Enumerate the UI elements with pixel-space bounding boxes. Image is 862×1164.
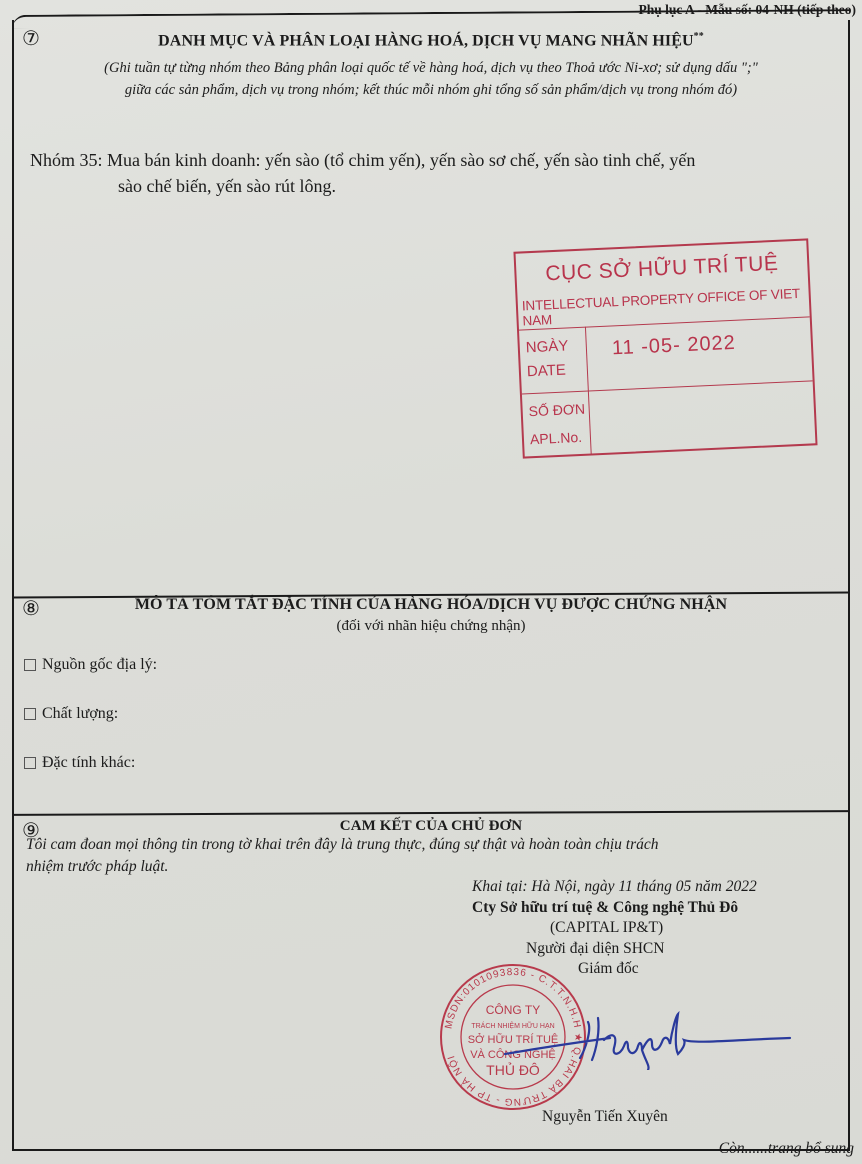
section-8-title: MÔ TẢ TÓM TẮT ĐẶC TÍNH CỦA HÀNG HÓA/DỊCH VỤ ĐƯỢC CHỨNG NHẬN	[134, 596, 728, 613]
stamp-subtitle: INTELLECTUAL PROPERTY OFFICE OF VIET NAM	[521, 285, 801, 329]
svg-text:THỦ ĐÔ: THỦ ĐÔ	[486, 1062, 540, 1078]
section-9-title: CAM KẾT CỦA CHỦ ĐƠN	[339, 818, 523, 834]
stamp-date-value: 11 -05- 2022	[611, 331, 737, 360]
commitment-line1: Tôi cam đoan mọi thông tin trong tờ khai trên đây là trung thực, đúng sự thật và hoàn toàn chịu trách	[26, 836, 659, 853]
checkbox-label: Nguồn gốc địa lý:	[42, 656, 158, 673]
company-name: Cty Sở hữu trí tuệ & Công nghệ Thủ Đô	[472, 899, 739, 916]
section-7-title	[12, 31, 850, 50]
position-title: Giám đốc	[578, 960, 639, 977]
checkbox-icon[interactable]	[24, 659, 36, 671]
commitment-line2: nhiệm trước pháp luật.	[26, 858, 169, 875]
stamp-title: CỤC SỞ HỮU TRÍ TUỆ	[544, 251, 779, 286]
section-7-title-text: DANH MỤC VÀ PHÂN LOẠI HÀNG HOÁ, DỊCH VỤ MANG NHÃN HIỆU	[158, 32, 694, 50]
goods-group-35	[30, 147, 845, 199]
company-short-name: (CAPITAL IP&T)	[550, 919, 664, 936]
stamp-date-label-vi: NGÀY	[525, 337, 569, 357]
signature-icon	[500, 1010, 800, 1070]
checkbox-quality[interactable]	[24, 705, 118, 723]
goods-group-line1: Nhóm 35: Mua bán kinh doanh: yến sào (tổ chim yến), yến sào sơ chế, yến sào tinh chế, yến	[30, 150, 696, 170]
ip-office-receipt-stamp	[513, 238, 817, 458]
section-7-title-mark: **	[693, 31, 704, 42]
stamp-apl-label-en: APL.No.	[529, 428, 583, 448]
checkbox-geographic-origin[interactable]	[24, 656, 157, 674]
checkbox-label: Đặc tính khác:	[42, 754, 136, 771]
stamp-apl-label-vi: SỐ ĐƠN	[528, 400, 586, 420]
section-number-9: ⑨	[22, 818, 40, 842]
checkbox-icon[interactable]	[24, 708, 36, 720]
svg-text:VÀ CÔNG NGHỆ: VÀ CÔNG NGHỆ	[470, 1049, 556, 1061]
section-number-7: ⑦	[22, 26, 40, 50]
representative-title: Người đại diện SHCN	[526, 940, 665, 957]
section-7-note-line1: (Ghi tuần tự từng nhóm theo Bảng phân loại quốc tế về hàng hoá, dịch vụ theo Thoả ước Ni-xơ; sử dụng dấu ";"	[104, 60, 758, 76]
continued-pages-note: Còn......trang bổ sung	[718, 1140, 854, 1157]
checkbox-icon[interactable]	[24, 757, 36, 769]
stamp-date-label-en: DATE	[526, 361, 567, 381]
checkbox-label: Chất lượng:	[42, 705, 119, 722]
svg-text:TRÁCH NHIỆM HỮU HẠN: TRÁCH NHIỆM HỮU HẠN	[471, 1023, 555, 1030]
svg-text:SỞ HỮU TRÍ TUỆ: SỞ HỮU TRÍ TUỆ	[467, 1034, 559, 1046]
section-number-8: ⑧	[22, 596, 40, 620]
place-date: Khai tại: Hà Nội, ngày 11 tháng 05 năm 2022	[472, 878, 757, 895]
goods-group-line2: sào chế biến, yến sào rút lông.	[118, 176, 336, 196]
section-8	[12, 596, 850, 802]
section-7-note-line2: giữa các sản phẩm, dịch vụ trong nhóm; kết thúc mỗi nhóm ghi tổng số sản phẩm/dịch vụ trong nhóm đó)	[124, 82, 738, 98]
svg-text:MSDN:0101093836 - C.T.T.N.H.H: MSDN:0101093836 - C.T.T.N.H.H ★ Q.HAI BÀ TRƯNG - TP HÀ NỘI	[443, 966, 584, 1108]
stamp-divider	[522, 380, 813, 394]
signer-name: Nguyễn Tiến Xuyên	[542, 1108, 668, 1125]
section-8-subtitle: (đối với nhãn hiệu chứng nhận)	[336, 618, 526, 634]
form-reference: Phụ lục A - Mẫu số: 04-NH (tiếp theo)	[638, 2, 856, 17]
section-7-note	[12, 57, 850, 101]
commitment-statement	[26, 834, 826, 878]
checkbox-other-characteristics[interactable]	[24, 754, 135, 772]
svg-text:CÔNG TY: CÔNG TY	[485, 1003, 541, 1017]
